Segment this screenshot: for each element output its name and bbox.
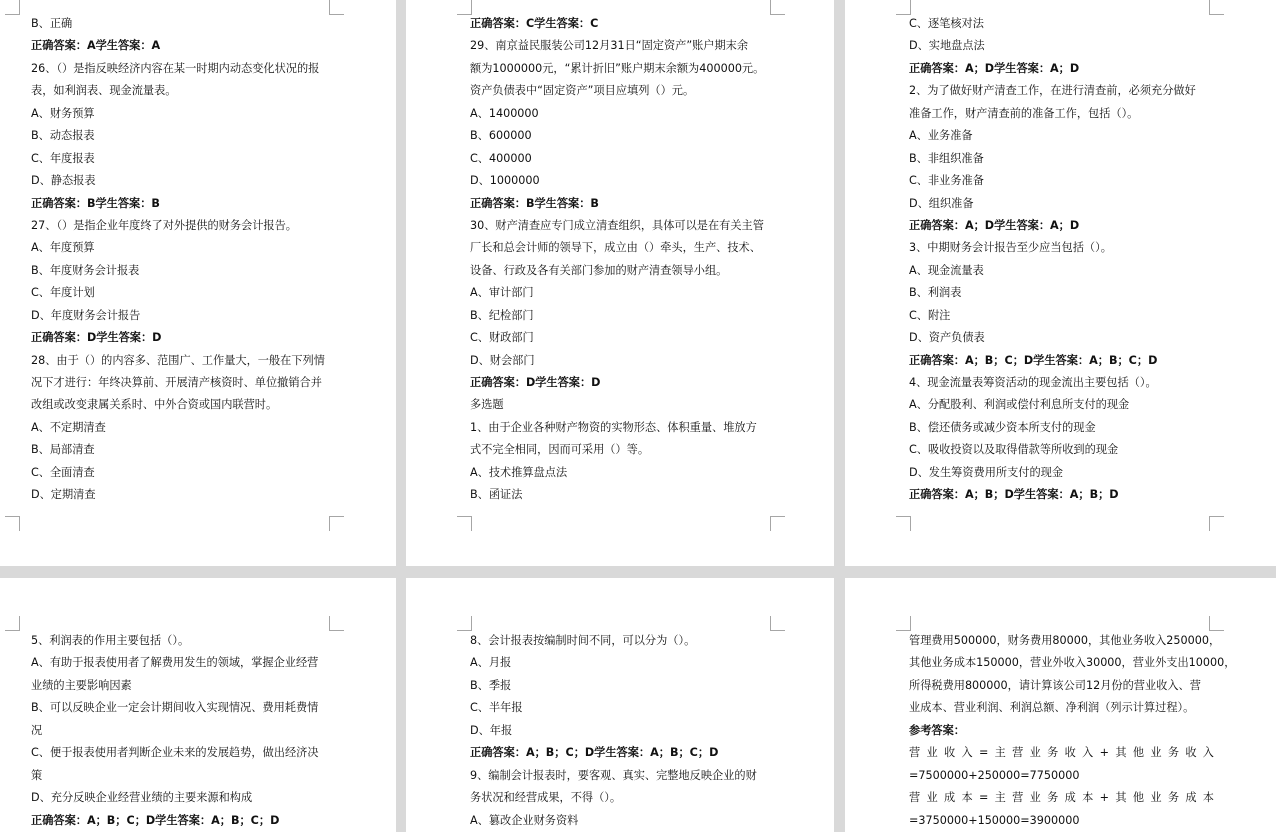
text-line: A、技术推算盘点法 <box>470 465 568 479</box>
text-line: 厂长和总会计师的领导下，成立由（）牵头，生产、技术、 <box>470 241 761 255</box>
text-line: 所得税费用800000，请计算该公司12月份的营业收入、营 <box>909 678 1201 692</box>
text-line: A、有助于报表使用者了解费用发生的领域，掌握企业经营 <box>31 656 319 670</box>
text-line: D、实地盘点法 <box>909 39 985 53</box>
answer-line: 正确答案：B学生答案：B <box>470 196 599 210</box>
text-line: D、资产负债表 <box>909 331 985 345</box>
text-line: 其他业务成本150000，营业外收入30000，营业外支出10000， <box>909 656 1236 670</box>
text-line: A、审计部门 <box>470 286 534 300</box>
page-corner-mark <box>896 516 911 531</box>
page-text <box>31 13 336 507</box>
text-line: C、逐笔核对法 <box>909 17 984 30</box>
page-corner-mark <box>5 516 20 531</box>
text-line: C、附注 <box>909 308 951 322</box>
page-text <box>31 630 336 832</box>
text-line: 改组或改变隶属关系时、中外合资或国内联营时。 <box>31 398 278 412</box>
text-line: A、年度预算 <box>31 241 95 255</box>
text-line: C、全面清查 <box>31 465 95 479</box>
text-line: 务状况和经营成果，不得（）。 <box>470 791 622 805</box>
text-line: 8、会计报表按编制时间不同，可以分为（）。 <box>470 634 696 647</box>
page-corner-mark <box>770 516 785 531</box>
text-line: B、年度财务会计报表 <box>31 263 140 277</box>
text-line: D、年度财务会计报告 <box>31 308 141 322</box>
text-line: =7500000+250000=7750000 <box>909 768 1080 782</box>
page-text <box>909 630 1236 832</box>
answer-line: 正确答案：A；B；D学生答案：A；B；D <box>909 488 1119 502</box>
answer-line: 正确答案：A学生答案：A <box>31 39 161 53</box>
text-line: 30、财产清查应专门成立清查组织，具体可以是在有关主管 <box>470 218 764 232</box>
document-page-5 <box>406 578 834 832</box>
text-line: 况 <box>31 723 43 737</box>
text-line: 28、由于（）的内容多、范围广、工作量大，一般在下列情 <box>31 353 325 367</box>
text-line: 业成本、营业利润、利润总额、净利润（列示计算过程）。 <box>909 701 1195 715</box>
text-line: B、局部清查 <box>31 443 95 457</box>
text-line: A、财务预算 <box>31 106 95 120</box>
page-corner-mark <box>457 516 472 531</box>
answer-line: 正确答案：D学生答案：D <box>470 376 601 389</box>
document-page-4 <box>0 578 396 832</box>
page-text <box>470 630 775 832</box>
text-line: 式不完全相同，因而可采用（）等。 <box>470 443 650 457</box>
answer-line: 正确答案：A；D学生答案：A；D <box>909 218 1080 232</box>
text-line: 营业收入=主营业务收入+其他业务收入 <box>909 746 1214 760</box>
text-line: B、可以反映企业一定会计期间收入实现情况、费用耗费情 <box>31 701 319 715</box>
text-line: 27、（）是指企业年度终了对外提供的财务会计报告。 <box>31 218 297 232</box>
text-line: 1、由于企业各种财产物资的实物形态、体积重量、堆放方 <box>470 420 757 434</box>
page-text <box>909 13 1214 507</box>
page-corner-mark <box>896 616 911 631</box>
text-line: D、组织准备 <box>909 196 974 210</box>
page-corner-mark <box>329 516 344 531</box>
text-line: B、正确 <box>31 17 73 30</box>
page-corner-mark <box>1209 516 1224 531</box>
text-line: B、季报 <box>470 678 512 692</box>
document-page-2 <box>406 0 834 566</box>
document-page-1 <box>0 0 396 566</box>
text-line: D、1000000 <box>470 174 540 188</box>
text-line: D、静态报表 <box>31 174 96 188</box>
text-line: 3、中期财务会计报告至少应当包括（）。 <box>909 241 1112 255</box>
text-line: 额为1000000元，“累计折旧”账户期末余额为400000元。 <box>470 61 765 75</box>
text-line: A、1400000 <box>470 106 539 120</box>
text-line: 26、（）是指反映经济内容在某一时期内动态变化状况的报 <box>31 61 320 75</box>
text-line: 2、为了做好财产清查工作，在进行清查前，必须充分做好 <box>909 84 1196 98</box>
text-line: B、函证法 <box>470 488 523 502</box>
text-line: 4、现金流量表筹资活动的现金流出主要包括（）。 <box>909 376 1157 389</box>
page-corner-mark <box>457 616 472 631</box>
text-line: B、偿还债务或减少资本所支付的现金 <box>909 420 1096 434</box>
page-corner-mark <box>770 616 785 631</box>
text-line: C、非业务准备 <box>909 174 984 188</box>
text-line: B、纪检部门 <box>470 308 534 322</box>
text-line: A、业务准备 <box>909 129 973 143</box>
text-line: 策 <box>31 768 43 782</box>
text-line: C、便于报表使用者判断企业未来的发展趋势，做出经济决 <box>31 746 319 760</box>
answer-line: 参考答案： <box>909 723 965 737</box>
text-line: 营业成本=主营业务成本+其他业务成本 <box>909 791 1214 805</box>
text-line: D、定期清查 <box>31 488 96 502</box>
text-line: 5、利润表的作用主要包括（）。 <box>31 634 190 647</box>
answer-line: 正确答案：A；B；C；D学生答案：A；B；C；D <box>909 353 1158 367</box>
page-corner-mark <box>5 616 20 631</box>
page-corner-mark <box>5 0 20 15</box>
text-line: A、不定期清查 <box>31 420 106 434</box>
page-text <box>470 13 775 507</box>
answer-line: 正确答案：C学生答案：C <box>470 17 599 30</box>
text-line: A、月报 <box>470 656 512 670</box>
answer-line: 正确答案：A；B；C；D学生答案：A；B；C；D <box>470 746 719 760</box>
text-line: 资产负债表中“固定资产”项目应填列（）元。 <box>470 84 695 98</box>
text-line: C、吸收投资以及取得借款等所收到的现金 <box>909 443 1119 457</box>
text-line: B、动态报表 <box>31 129 95 143</box>
text-line: 业绩的主要影响因素 <box>31 678 132 692</box>
text-line: 设备、行政及各有关部门参加的财产清查领导小组。 <box>470 263 728 277</box>
text-line: C、财政部门 <box>470 331 534 345</box>
page-corner-mark <box>1209 616 1224 631</box>
text-line: 准备工作，财产清查前的准备工作，包括（）。 <box>909 106 1139 120</box>
text-line: D、财会部门 <box>470 353 535 367</box>
text-line: C、半年报 <box>470 701 523 715</box>
page-corner-mark <box>329 616 344 631</box>
answer-line: 正确答案：A；D学生答案：A；D <box>909 61 1080 75</box>
text-line: B、600000 <box>470 129 532 143</box>
text-line: A、篡改企业财务资料 <box>470 813 579 827</box>
document-page-6 <box>845 578 1276 832</box>
answer-line: 正确答案：A；B；C；D学生答案：A；B；C；D <box>31 813 280 827</box>
text-line: D、发生筹资费用所支付的现金 <box>909 465 1064 479</box>
text-line: B、利润表 <box>909 286 962 300</box>
answer-line: 正确答案：B学生答案：B <box>31 196 160 210</box>
text-line: B、非组织准备 <box>909 151 984 165</box>
document-page-3 <box>845 0 1276 566</box>
text-line: A、现金流量表 <box>909 263 984 277</box>
text-line: 表，如利润表、现金流量表。 <box>31 84 177 98</box>
text-line: 多选题 <box>470 398 504 412</box>
text-line: D、年报 <box>470 723 513 737</box>
text-line: 管理费用500000，财务费用80000，其他业务收入250000， <box>909 634 1221 647</box>
text-line: C、年度计划 <box>31 286 95 300</box>
text-line: 9、编制会计报表时，要客观、真实、完整地反映企业的财 <box>470 768 757 782</box>
text-line: =3750000+150000=3900000 <box>909 813 1080 827</box>
text-line: C、400000 <box>470 151 532 165</box>
text-line: C、年度报表 <box>31 151 95 165</box>
text-line: 况下才进行：年终决算前、开展清产核资时、单位撤销合并 <box>31 376 322 389</box>
answer-line: 正确答案：D学生答案：D <box>31 331 162 345</box>
text-line: 29、南京益民服装公司12月31日“固定资产”账户期末余 <box>470 39 749 53</box>
text-line: A、分配股利、利润或偿付利息所支付的现金 <box>909 398 1130 412</box>
text-line: D、充分反映企业经营业绩的主要来源和构成 <box>31 791 253 805</box>
